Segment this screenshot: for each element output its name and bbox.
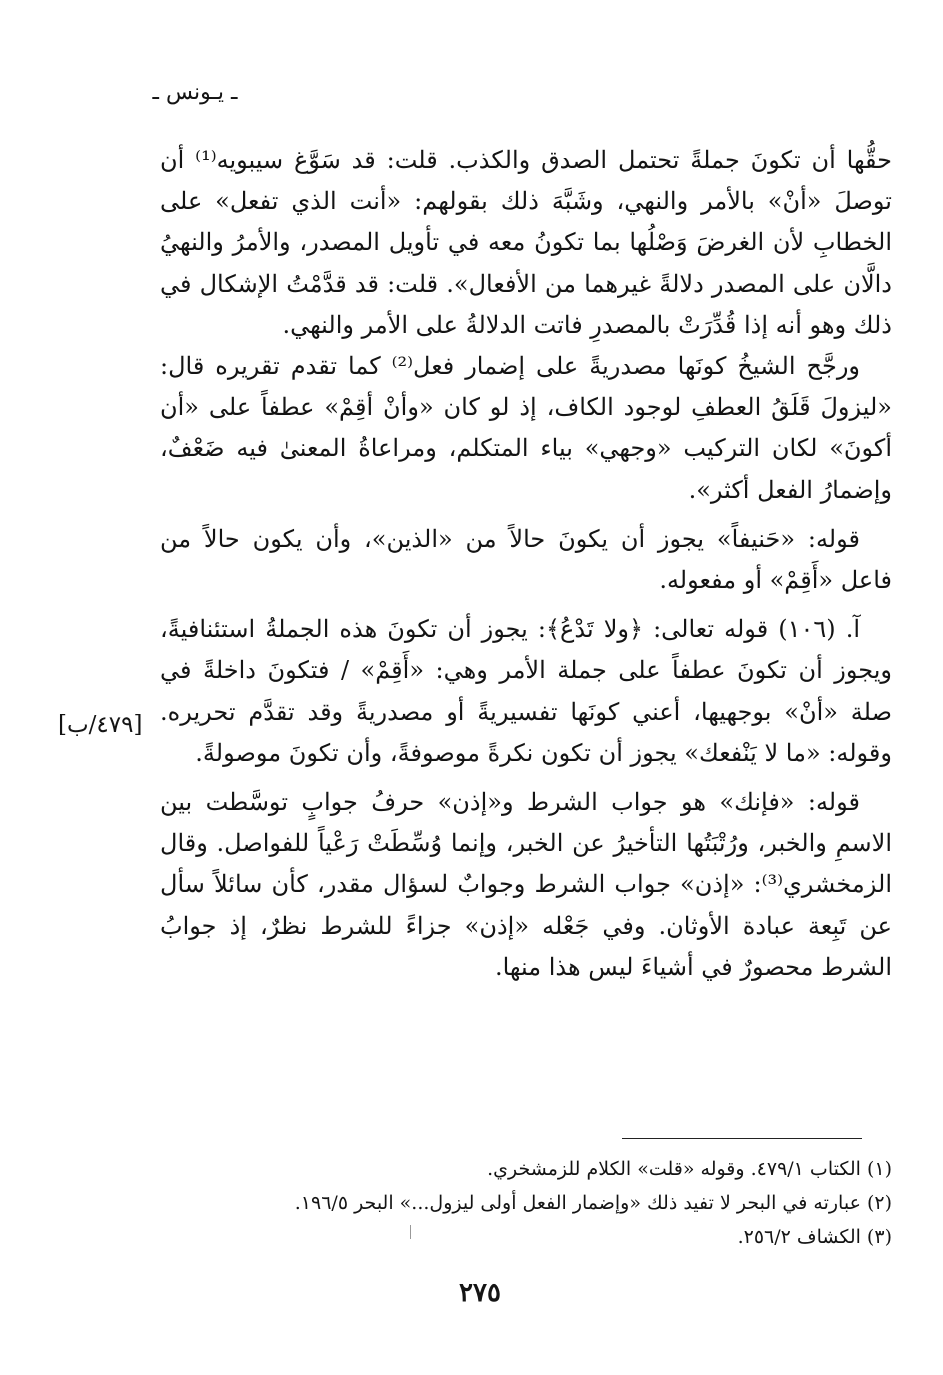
footnote-divider bbox=[622, 1138, 862, 1139]
manuscript-folio-reference: [٤٧٩/ب] bbox=[58, 712, 143, 738]
page-number: ٢٧٥ bbox=[459, 1278, 501, 1308]
paragraph: قوله: «فإنك» هو جواب الشرط و«إذن» حرفُ جوابٍ توسَّطت بين الاسمِ والخبر، ورُتْبَتُها التأخيرُ عن الخبر، وإنما وُسِّطَتْ رَعْياً للفواصل. وقال الزمخشري⁽³⁾: «إذن» جواب الشرط وجوابٌ لسؤال مقدر، كأن سائلاً سأل عن تَبِعة عبادة الأوثان. وفي جَعْله «إذن» جزاءً للشرط نظرٌ، إذ جوابُ الشرط محصورٌ في أشياءَ ليس هذا منها. bbox=[160, 788, 892, 981]
footnote: (٢) عبارته في البحر لا تفيد ذلك «وإضمار الفعل أولى ليزول...» البحر ١٩٦/٥. bbox=[294, 1192, 892, 1214]
main-text bbox=[160, 140, 892, 988]
paragraph: حقُّها أن تكونَ جملةً تحتمل الصدق والكذب. قلت: قد سَوَّغ سيبويه⁽¹⁾ أن توصلَ «أنْ» بالأمر والنهي، وشَبَّهَ ذلك بقولهم: «أنت الذي تفعل» على الخطابِ لأن الغرضَ وَصْلُها بما تكونُ معه في تأويل المصدر، والأمرُ والنهيُ دالَّان على المصدر دلالةً غيرهما من الأفعال». قلت: قد قدَّمْتُ الإشكال في ذلك وهو أنه إذا قُدِّرَتْ بالمصدرِ فاتت الدلالةُ على الأمر والنهي. bbox=[160, 146, 892, 339]
paragraph: ورجَّح الشيخُ كونَها مصدريةً على إضمار فعل⁽²⁾ كما تقدم تقريره قال: «ليزولَ قَلَقُ العطفِ لوجود الكاف، إذ لو كان «وأنْ أقِمْ» عطفاً على «أن أكونَ» لكان التركيب «وجهي» بياء المتكلم، ومراعاةُ المعنىٰ فيه ضَعْفٌ، وإضمارُ الفعل أكثر». bbox=[160, 352, 892, 504]
footnote: (٣) الكشاف ٢٥٦/٢. bbox=[737, 1226, 892, 1248]
footnote: (١) الكتاب ٤٧٩/١. وقوله «قلت» الكلام للزمشخري. bbox=[487, 1158, 892, 1180]
footnotes bbox=[160, 1152, 892, 1254]
scan-mark bbox=[410, 1225, 411, 1239]
running-head: ـ يـونس ـ bbox=[152, 80, 238, 105]
paragraph: آ. (١٠٦) قوله تعالى: ﴿ولا تَدْعُ﴾: يجوز أن تكونَ هذه الجملةُ استئنافيةً، ويجوز أن تكونَ عطفاً على جملة الأمر وهي: «أَقِمْ» / فتكونَ داخلةً في صلة «أنْ» بوجهيها، أعني كونَها تفسيريةً أو مصدريةً وقد تقدَّم تحريره. وقوله: «ما لا يَنْفعك» يجوز أن تكون نكرةً موصوفةً، وأن تكونَ موصولةً. bbox=[160, 615, 892, 767]
paragraph: قوله: «حَنيفاً» يجوز أن يكونَ حالاً من «الذين»، وأن يكون حالاً من فاعل «أَقِمْ» أو مفعوله. bbox=[160, 524, 892, 595]
